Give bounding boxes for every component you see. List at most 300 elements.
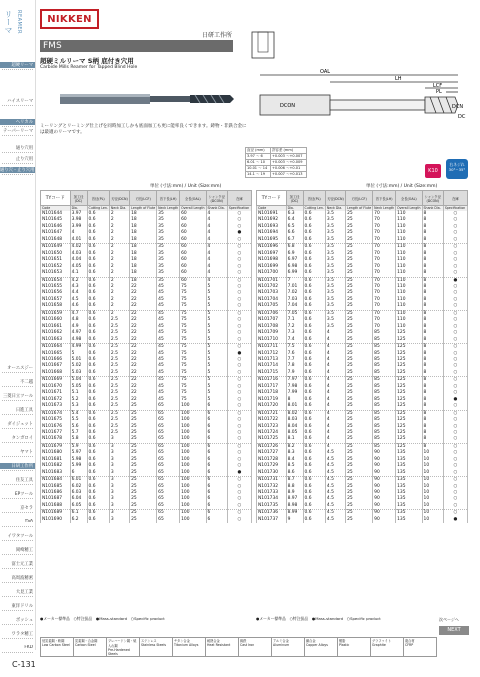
value-cell: 4: [325, 384, 345, 390]
code-cell: N101734: [257, 496, 287, 502]
code-cell: N101690: [41, 517, 71, 523]
value-cell: 0.6: [87, 403, 109, 410]
value-cell: 25: [346, 351, 373, 357]
column-subheader: Length of Flute: [131, 206, 156, 210]
column-subheader: Neck Length: [158, 206, 179, 210]
value-cell: 5.4: [70, 410, 87, 417]
rail-item[interactable]: YSA: [24, 519, 33, 524]
value-cell: 10: [422, 490, 443, 496]
value-cell: 6: [206, 443, 227, 450]
value-cell: 8.98: [286, 503, 303, 510]
stock-cell: ○: [227, 477, 251, 484]
stock-cell: ○: [443, 403, 467, 410]
stock-cell: ○: [227, 264, 251, 270]
rail-divider: [2, 540, 33, 541]
value-cell: 70: [373, 297, 396, 303]
rail-item[interactable]: 三菱日立ツール: [3, 394, 33, 399]
rail-item[interactable]: 通り穴・止り穴用: [0, 168, 35, 173]
value-cell: 8.1: [286, 436, 303, 443]
value-cell: 85: [373, 363, 396, 369]
material-cell: [404, 638, 437, 657]
value-cell: 2.5: [109, 424, 129, 430]
value-cell: 3: [109, 463, 129, 469]
code-cell: N101647: [41, 230, 71, 236]
stock-cell: ○: [227, 363, 251, 369]
value-cell: 2: [109, 270, 129, 277]
value-cell: 125: [396, 390, 422, 396]
value-cell: 8: [422, 357, 443, 363]
value-cell: 0.6: [87, 357, 109, 363]
value-cell: 18: [130, 217, 157, 223]
value-cell: 65: [157, 410, 180, 417]
value-cell: 3.5: [325, 297, 345, 303]
table-row[interactable]: [257, 517, 468, 523]
table-row[interactable]: [41, 337, 252, 344]
table-row[interactable]: [257, 403, 468, 410]
table-row[interactable]: [41, 403, 252, 410]
column-subheader: Length of Flute: [347, 206, 372, 210]
table-row[interactable]: [41, 470, 252, 477]
stock-cell: ○: [227, 244, 251, 251]
value-cell: 0.6: [303, 410, 325, 417]
value-cell: 18: [130, 244, 157, 251]
value-cell: 8.05: [286, 430, 303, 436]
value-cell: 4: [70, 230, 87, 236]
value-cell: 125: [396, 384, 422, 390]
rail-item[interactable]: オーエスジー: [7, 366, 33, 371]
value-cell: 25: [346, 270, 373, 277]
rail-divider: [2, 152, 33, 153]
value-cell: 45: [157, 310, 180, 317]
value-cell: 35: [157, 277, 180, 284]
stock-cell: ○: [227, 510, 251, 517]
value-cell: 0.6: [87, 290, 109, 296]
value-cell: 2: [109, 217, 129, 223]
page-number: C-131: [12, 660, 36, 669]
value-cell: 65: [157, 463, 180, 469]
value-cell: 35: [157, 244, 180, 251]
value-cell: 7.02: [286, 290, 303, 296]
rail-divider: [2, 135, 33, 136]
value-cell: 4: [325, 370, 345, 377]
material-cell: [305, 638, 338, 657]
value-cell: 4.03: [70, 251, 87, 257]
rail-item[interactable]: FKD: [24, 645, 33, 650]
value-cell: 0.6: [87, 443, 109, 450]
value-cell: 65: [157, 490, 180, 496]
value-cell: 4: [206, 244, 227, 251]
column-subheader: Code: [257, 206, 287, 212]
value-cell: 6.01: [70, 477, 87, 484]
rail-item[interactable]: タンガロイ: [11, 436, 33, 441]
legend-note-right: ●メーカー標準品 ○特注扱品 ●Mass-standard ○Specific product: [256, 616, 381, 621]
value-cell: 5: [206, 384, 227, 390]
value-cell: 6.6: [286, 230, 303, 236]
value-cell: 25: [130, 443, 157, 450]
table-row[interactable]: [257, 370, 468, 377]
value-cell: 75: [180, 397, 206, 403]
material-cell: [173, 638, 206, 657]
stock-cell: ○: [443, 410, 467, 417]
column-header: 首下長(LH): [157, 191, 180, 206]
rail-item[interactable]: 富士元工業: [11, 562, 33, 567]
column-subheader: Overall Length: [397, 206, 421, 210]
value-cell: 25: [130, 403, 157, 410]
table-row[interactable]: [41, 303, 252, 310]
value-cell: 90: [373, 484, 396, 490]
value-cell: 6: [206, 424, 227, 430]
stock-cell: ○: [227, 457, 251, 463]
code-cell: N101730: [257, 470, 287, 477]
rail-item[interactable]: ワラタ精工: [11, 632, 33, 637]
next-button[interactable]: NEXT: [439, 626, 469, 635]
value-cell: 6.4: [286, 217, 303, 223]
column-subheader: Dia.: [286, 206, 303, 212]
stock-cell: ○: [443, 297, 467, 303]
next-page-label: 次ページへ: [439, 617, 459, 622]
rail-item[interactable]: イワタツール: [7, 534, 33, 539]
stock-cell: ○: [443, 357, 467, 363]
rail-item[interactable]: 日研工作所: [0, 463, 35, 469]
material-jp: プレハードン鋼・焼入れ鋼: [108, 639, 137, 648]
rail-divider: [2, 498, 33, 499]
table-row[interactable]: [41, 517, 252, 523]
value-cell: 6: [206, 463, 227, 469]
value-cell: 0.6: [87, 230, 109, 236]
product-title-en: Carbide Mills Reamer for Tapped Blind Hole: [40, 65, 138, 70]
value-cell: 4.8: [70, 317, 87, 323]
code-cell: N101646: [41, 224, 71, 230]
code-cell: N101719: [257, 397, 287, 403]
table-row[interactable]: [257, 477, 468, 484]
value-cell: 2.5: [109, 417, 129, 423]
value-cell: 8.5: [286, 463, 303, 469]
value-cell: 8: [422, 417, 443, 423]
value-cell: 0.6: [303, 310, 325, 317]
lh-label: LH: [395, 76, 402, 82]
code-cell: N101708: [257, 324, 287, 330]
value-cell: 125: [396, 363, 422, 369]
stock-cell: ○: [443, 457, 467, 463]
stock-cell: ○: [443, 443, 467, 450]
table-row[interactable]: [41, 503, 252, 510]
value-cell: 0.6: [303, 377, 325, 384]
value-cell: 75: [180, 330, 206, 336]
value-cell: 35: [157, 251, 180, 257]
value-cell: 25: [130, 463, 157, 469]
rail-item[interactable]: EPツール: [14, 492, 33, 497]
code-cell: N101736: [257, 510, 287, 517]
stock-cell: ●: [443, 277, 467, 284]
rail-item[interactable]: ヤマト: [20, 450, 33, 455]
tolerance-header-tol: 許容差 (mm): [270, 148, 306, 154]
value-cell: 45: [157, 337, 180, 344]
value-cell: 110: [396, 257, 422, 263]
value-cell: 4: [325, 377, 345, 384]
value-cell: 2.5: [109, 363, 129, 369]
value-cell: 3.5: [325, 251, 345, 257]
code-cell: N101726: [257, 443, 287, 450]
table-row[interactable]: [41, 510, 252, 517]
value-cell: 70: [373, 264, 396, 270]
value-cell: 2.5: [109, 317, 129, 323]
value-cell: 0.6: [303, 450, 325, 456]
value-cell: 5: [206, 303, 227, 310]
value-cell: 100: [180, 510, 206, 517]
value-cell: 25: [346, 430, 373, 436]
value-cell: 2: [109, 297, 129, 303]
value-cell: 2.5: [109, 410, 129, 417]
value-cell: 4.7: [70, 310, 87, 317]
value-cell: 2.5: [109, 377, 129, 384]
code-cell: N101720: [257, 403, 287, 410]
code-cell: N101695: [257, 237, 287, 244]
table-row[interactable]: [41, 244, 252, 251]
stock-cell: ○: [443, 211, 467, 217]
rail-item[interactable]: テーパーリーマ: [3, 129, 33, 134]
material-table: [40, 637, 437, 657]
rail-item[interactable]: ボッシュ: [15, 618, 33, 623]
value-cell: 22: [130, 330, 157, 336]
value-cell: 135: [396, 470, 422, 477]
code-cell: N101665: [41, 351, 71, 357]
code-cell: N101737: [257, 517, 287, 523]
value-cell: 0.6: [303, 390, 325, 396]
value-cell: 22: [130, 357, 157, 363]
header-row: [257, 191, 468, 206]
value-cell: 0.6: [303, 417, 325, 423]
value-cell: 0.6: [303, 510, 325, 517]
value-cell: 110: [396, 270, 422, 277]
value-cell: 25: [346, 377, 373, 384]
table-row[interactable]: [257, 410, 468, 417]
value-cell: 8: [422, 251, 443, 257]
value-cell: 0.6: [87, 284, 109, 290]
table-row[interactable]: [41, 237, 252, 244]
value-cell: 4.5: [325, 517, 345, 523]
rail-item[interactable]: ヘリカル: [0, 119, 35, 125]
value-cell: 90: [373, 477, 396, 484]
material-jp: 樹脂: [339, 639, 346, 643]
stock-cell: ●: [443, 517, 467, 523]
value-cell: 25: [346, 237, 373, 244]
rail-item[interactable]: 住友工具: [15, 478, 33, 483]
value-cell: 25: [130, 470, 157, 477]
tolerance-cell: 10.01 ～ 14: [246, 166, 271, 172]
value-cell: 75: [180, 377, 206, 384]
code-cell: N101667: [41, 363, 71, 369]
value-cell: 5: [206, 297, 227, 303]
value-cell: 5.1: [70, 390, 87, 396]
value-cell: 0.6: [303, 351, 325, 357]
table-row[interactable]: [41, 436, 252, 443]
value-cell: 7.97: [286, 377, 303, 384]
rail-item[interactable]: 日進工具: [15, 408, 33, 413]
value-cell: 2: [109, 251, 129, 257]
code-cell: N101656: [41, 290, 71, 296]
value-cell: 125: [396, 357, 422, 363]
value-cell: 135: [396, 496, 422, 502]
table-row[interactable]: [257, 377, 468, 384]
value-cell: 7.6: [286, 351, 303, 357]
value-cell: 2.5: [109, 370, 129, 377]
value-cell: 35: [157, 264, 180, 270]
table-row[interactable]: [41, 370, 252, 377]
value-cell: 25: [346, 230, 373, 236]
stock-cell: ○: [443, 251, 467, 257]
value-cell: 0.6: [87, 297, 109, 303]
value-cell: 0.6: [87, 303, 109, 310]
rail-item[interactable]: 岡崎精工: [15, 548, 33, 553]
value-cell: 10: [422, 463, 443, 469]
value-cell: 0.6: [303, 463, 325, 469]
rail-item[interactable]: 高周波精密: [11, 576, 33, 581]
value-cell: 0.6: [87, 510, 109, 517]
value-cell: 45: [157, 344, 180, 351]
rail-divider: [2, 163, 33, 164]
table-row[interactable]: [257, 510, 468, 517]
value-cell: 5: [206, 357, 227, 363]
value-cell: 25: [346, 403, 373, 410]
value-cell: 70: [373, 237, 396, 244]
value-cell: 8: [422, 330, 443, 336]
tolerance-cell: +0.003 ～+0.007: [270, 154, 306, 160]
table-row[interactable]: [257, 237, 468, 244]
value-cell: 5: [206, 351, 227, 357]
table-row[interactable]: [41, 277, 252, 284]
table-row[interactable]: [257, 270, 468, 277]
value-cell: 4: [206, 264, 227, 270]
value-cell: 5.9: [70, 443, 87, 450]
code-cell: N101682: [41, 463, 71, 469]
value-cell: 4: [206, 277, 227, 284]
value-cell: 0.6: [303, 496, 325, 502]
value-cell: 25: [346, 357, 373, 363]
value-cell: 6: [206, 510, 227, 517]
value-cell: 25: [346, 224, 373, 230]
value-cell: 0.6: [303, 384, 325, 390]
table-row[interactable]: [41, 344, 252, 351]
table-row[interactable]: [41, 377, 252, 384]
table-row[interactable]: [257, 337, 468, 344]
stock-cell: ○: [443, 217, 467, 223]
rail-item[interactable]: 通り穴用: [15, 146, 33, 151]
value-cell: 100: [180, 417, 206, 423]
value-cell: 85: [373, 436, 396, 443]
value-cell: 45: [157, 363, 180, 369]
rail-item[interactable]: 大見工業: [15, 590, 33, 595]
stock-cell: ○: [227, 324, 251, 330]
value-cell: 65: [157, 517, 180, 523]
value-cell: 5: [206, 390, 227, 396]
code-cell: N101728: [257, 457, 287, 463]
table-row[interactable]: [41, 410, 252, 417]
value-cell: 0.6: [303, 397, 325, 403]
value-cell: 0.6: [87, 244, 109, 251]
stock-cell: ○: [227, 417, 251, 423]
material-jp: ステンレス: [141, 639, 157, 643]
rail-item[interactable]: 止り穴用: [15, 157, 33, 162]
code-cell: N101693: [257, 224, 287, 230]
value-cell: 25: [346, 424, 373, 430]
rail-item[interactable]: ダイジェット: [7, 422, 33, 427]
table-row[interactable]: [257, 244, 468, 251]
code-cell: N101715: [257, 370, 287, 377]
value-cell: 100: [180, 470, 206, 477]
stock-cell: ○: [227, 496, 251, 502]
rail-item[interactable]: 超硬リーマ: [0, 62, 35, 68]
value-cell: 18: [130, 211, 157, 217]
stock-cell: ○: [443, 230, 467, 236]
value-cell: 8.99: [286, 510, 303, 517]
code-cell: N101689: [41, 510, 71, 517]
stock-cell: ○: [227, 450, 251, 456]
value-cell: 8: [422, 303, 443, 310]
value-cell: 6.03: [70, 490, 87, 496]
value-cell: 3.99: [70, 224, 87, 230]
code-cell: N101721: [257, 410, 287, 417]
rail-divider: [2, 105, 33, 106]
table-row[interactable]: [41, 270, 252, 277]
value-cell: 25: [346, 390, 373, 396]
rail-item[interactable]: ハイスリーマ: [7, 99, 33, 104]
value-cell: 25: [130, 457, 157, 463]
value-cell: 6.8: [286, 244, 303, 251]
table-row[interactable]: [257, 470, 468, 477]
code-cell: N101735: [257, 503, 287, 510]
value-cell: 65: [157, 436, 180, 443]
value-cell: 2: [109, 290, 129, 296]
value-cell: 3.5: [325, 310, 345, 317]
value-cell: 0.6: [303, 517, 325, 523]
rail-divider: [2, 526, 33, 527]
stock-cell: ○: [443, 436, 467, 443]
value-cell: 85: [373, 417, 396, 423]
stock-cell: ○: [227, 390, 251, 396]
column-header: 刃径(DCN): [109, 191, 129, 206]
value-cell: 65: [157, 484, 180, 490]
value-cell: 8: [422, 370, 443, 377]
value-cell: 3: [109, 450, 129, 456]
rail-item[interactable]: 不二越: [20, 380, 33, 385]
stock-cell: ○: [227, 436, 251, 443]
value-cell: 25: [130, 490, 157, 496]
tolerance-row: [246, 166, 307, 172]
table-row[interactable]: [257, 344, 468, 351]
value-cell: 6: [206, 477, 227, 484]
stock-cell: ○: [443, 490, 467, 496]
value-cell: 0.6: [303, 490, 325, 496]
value-cell: 4.5: [325, 450, 345, 456]
material-jp: 炭素鋼・合金鋼: [75, 639, 98, 643]
table-row[interactable]: [257, 277, 468, 284]
rail-divider: [2, 442, 33, 443]
code-cell: N101692: [257, 217, 287, 223]
column-header: 首下長(LH): [373, 191, 396, 206]
value-cell: 4: [325, 330, 345, 336]
value-cell: 2.5: [109, 337, 129, 344]
value-cell: 60: [180, 251, 206, 257]
table-row[interactable]: [257, 436, 468, 443]
value-cell: 75: [180, 344, 206, 351]
rail-item[interactable]: 東洋ドリル: [11, 604, 33, 609]
value-cell: 90: [373, 510, 396, 517]
table-row[interactable]: [41, 477, 252, 484]
table-row[interactable]: [257, 303, 468, 310]
rail-item[interactable]: 京セラ: [20, 506, 33, 511]
value-cell: 8.9: [286, 490, 303, 496]
table-row[interactable]: [257, 503, 468, 510]
